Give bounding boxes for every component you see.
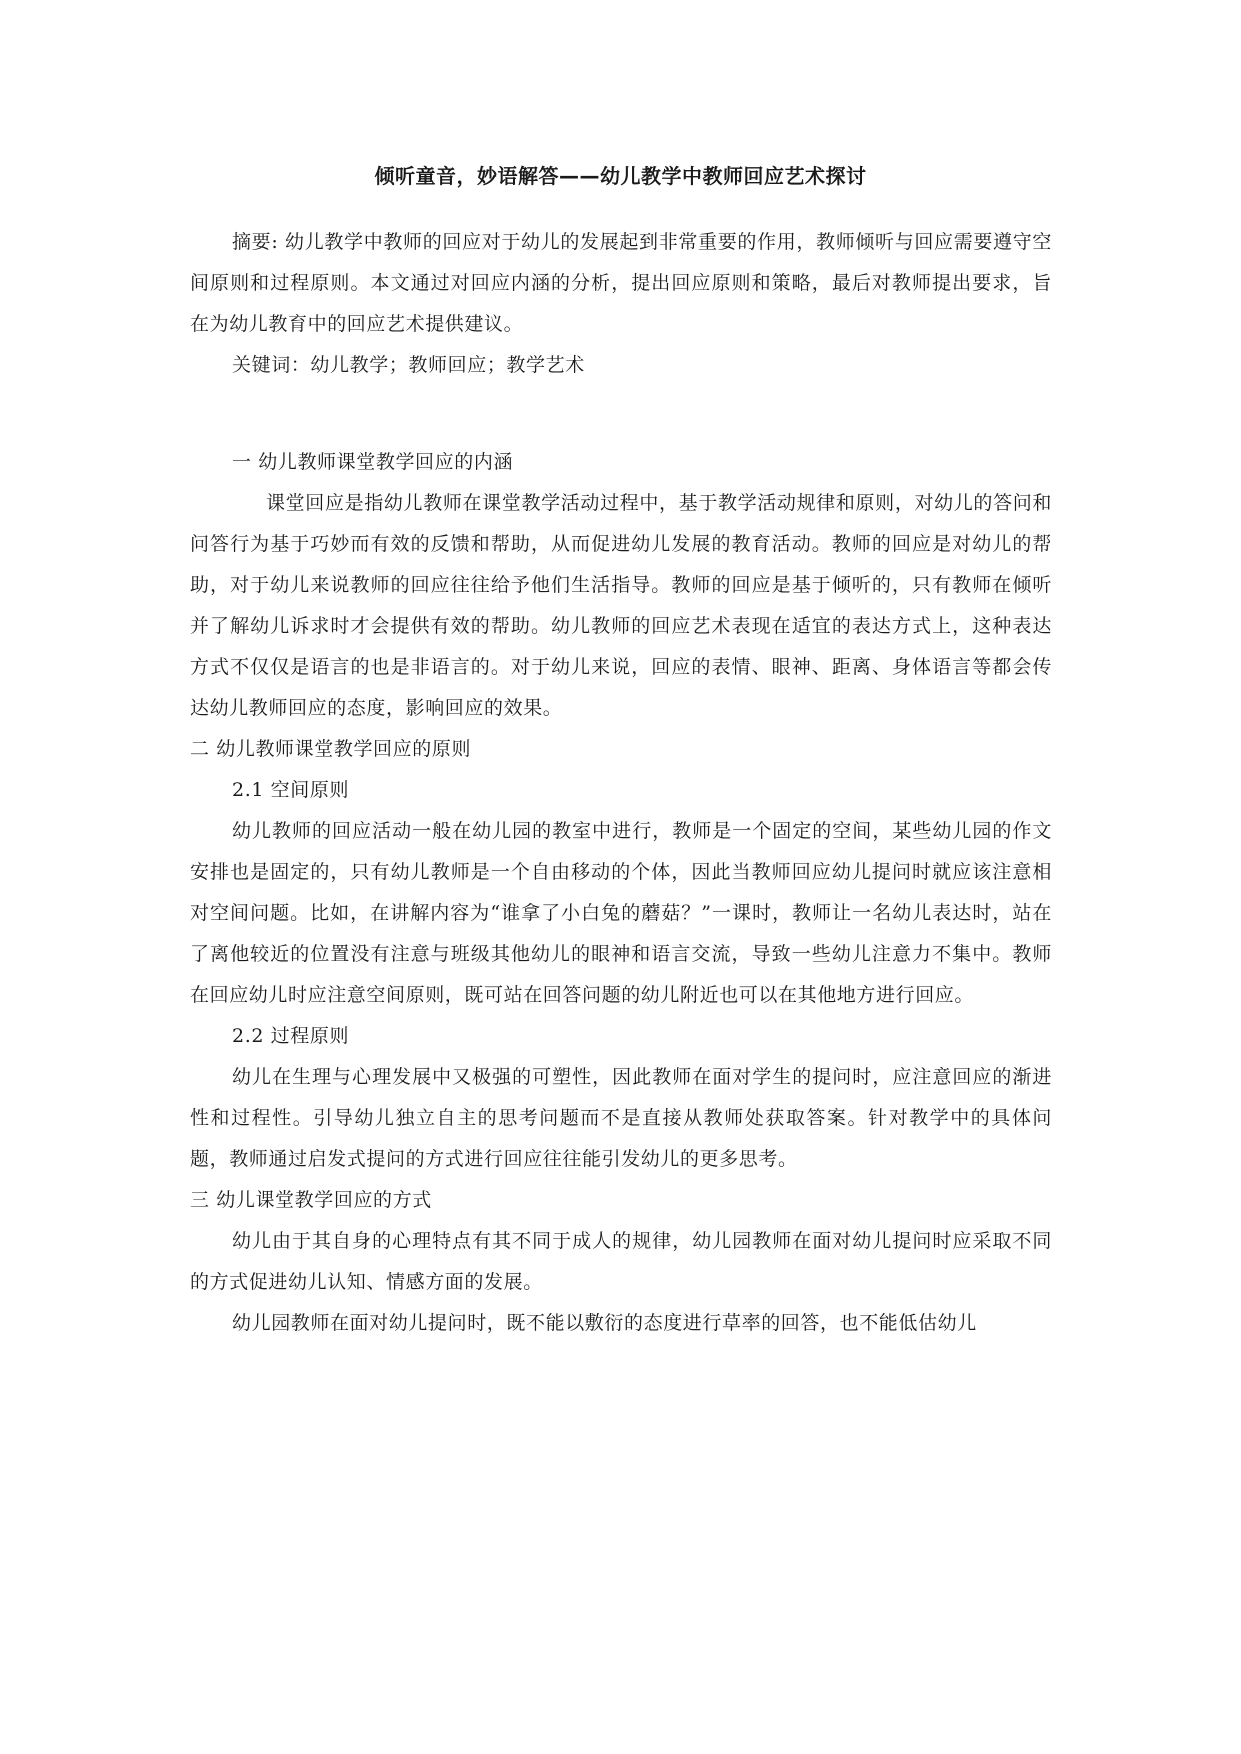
abstract-block bbox=[190, 222, 1052, 386]
subsection-2-2-paragraph: 幼儿在生理与心理发展中又极强的可塑性，因此教师在面对学生的提问时，应注意回应的渐进性和过程性。引导幼儿独立自主的思考问题而不是直接从教师处获取答案。针对教学中的具体问题，教师通过启发式提问的方式进行回应往往能引发幼儿的更多思考。 bbox=[190, 1066, 1052, 1170]
main-body bbox=[190, 442, 1052, 1344]
document-title: 倾听童音，妙语解答——幼儿教学中教师回应艺术探讨 bbox=[374, 164, 867, 188]
section-heading-1: 一 幼儿教师课堂教学回应的内涵 bbox=[232, 451, 514, 473]
section-heading-2: 二 幼儿教师课堂教学回应的原则 bbox=[190, 738, 472, 760]
section3-paragraph-2: 幼儿园教师在面对幼儿提问时，既不能以敷衍的态度进行草率的回答，也不能低估幼儿 bbox=[232, 1312, 977, 1334]
subsection-heading-2-1: 2.1 空间原则 bbox=[232, 779, 350, 801]
subsection-heading-2-2: 2.2 过程原则 bbox=[232, 1025, 350, 1047]
section3-paragraph-1: 幼儿由于其自身的心理特点有其不同于成人的规律，幼儿园教师在面对幼儿提问时应采取不同的方式促进幼儿认知、情感方面的发展。 bbox=[190, 1230, 1052, 1293]
section-heading-3: 三 幼儿课堂教学回应的方式 bbox=[190, 1189, 432, 1211]
keywords-line: 关键词：幼儿教学；教师回应；教学艺术 bbox=[232, 354, 585, 376]
subsection-2-1-paragraph: 幼儿教师的回应活动一般在幼儿园的教室中进行，教师是一个固定的空间，某些幼儿园的作文安排也是固定的，只有幼儿教师是一个自由移动的个体，因此当教师回应幼儿提问时就应该注意相对空间问题。比如，在讲解内容为“谁拿了小白兔的蘑菇？”一课时，教师让一名幼儿表达时，站在了离他较近的位置没有注意与班级其他幼儿的眼神和语言交流，导致一些幼儿注意力不集中。教师在回应幼儿时应注意空间原则，既可站在回答问题的幼儿附近也可以在其他地方进行回应。 bbox=[190, 820, 1052, 1006]
abstract-paragraph: 摘要: 幼儿教学中教师的回应对于幼儿的发展起到非常重要的作用，教师倾听与回应需要遵守空间原则和过程原则。本文通过对回应内涵的分析，提出回应原则和策略，最后对教师提出要求，旨在为幼儿教育中的回应艺术提供建议。 bbox=[190, 231, 1052, 335]
section1-paragraph: 课堂回应是指幼儿教师在课堂教学活动过程中，基于教学活动规律和原则，对幼儿的答问和问答行为基于巧妙而有效的反馈和帮助，从而促进幼儿发展的教育活动。教师的回应是对幼儿的帮助，对于幼儿来说教师的回应往往给予他们生活指导。教师的回应是基于倾听的，只有教师在倾听并了解幼儿诉求时才会提供有效的帮助。幼儿教师的回应艺术表现在适宜的表达方式上，这种表达方式不仅仅是语言的也是非语言的。对于幼儿来说，回应的表情、眼神、距离、身体语言等都会传达幼儿教师回应的态度，影响回应的效果。 bbox=[190, 492, 1052, 719]
